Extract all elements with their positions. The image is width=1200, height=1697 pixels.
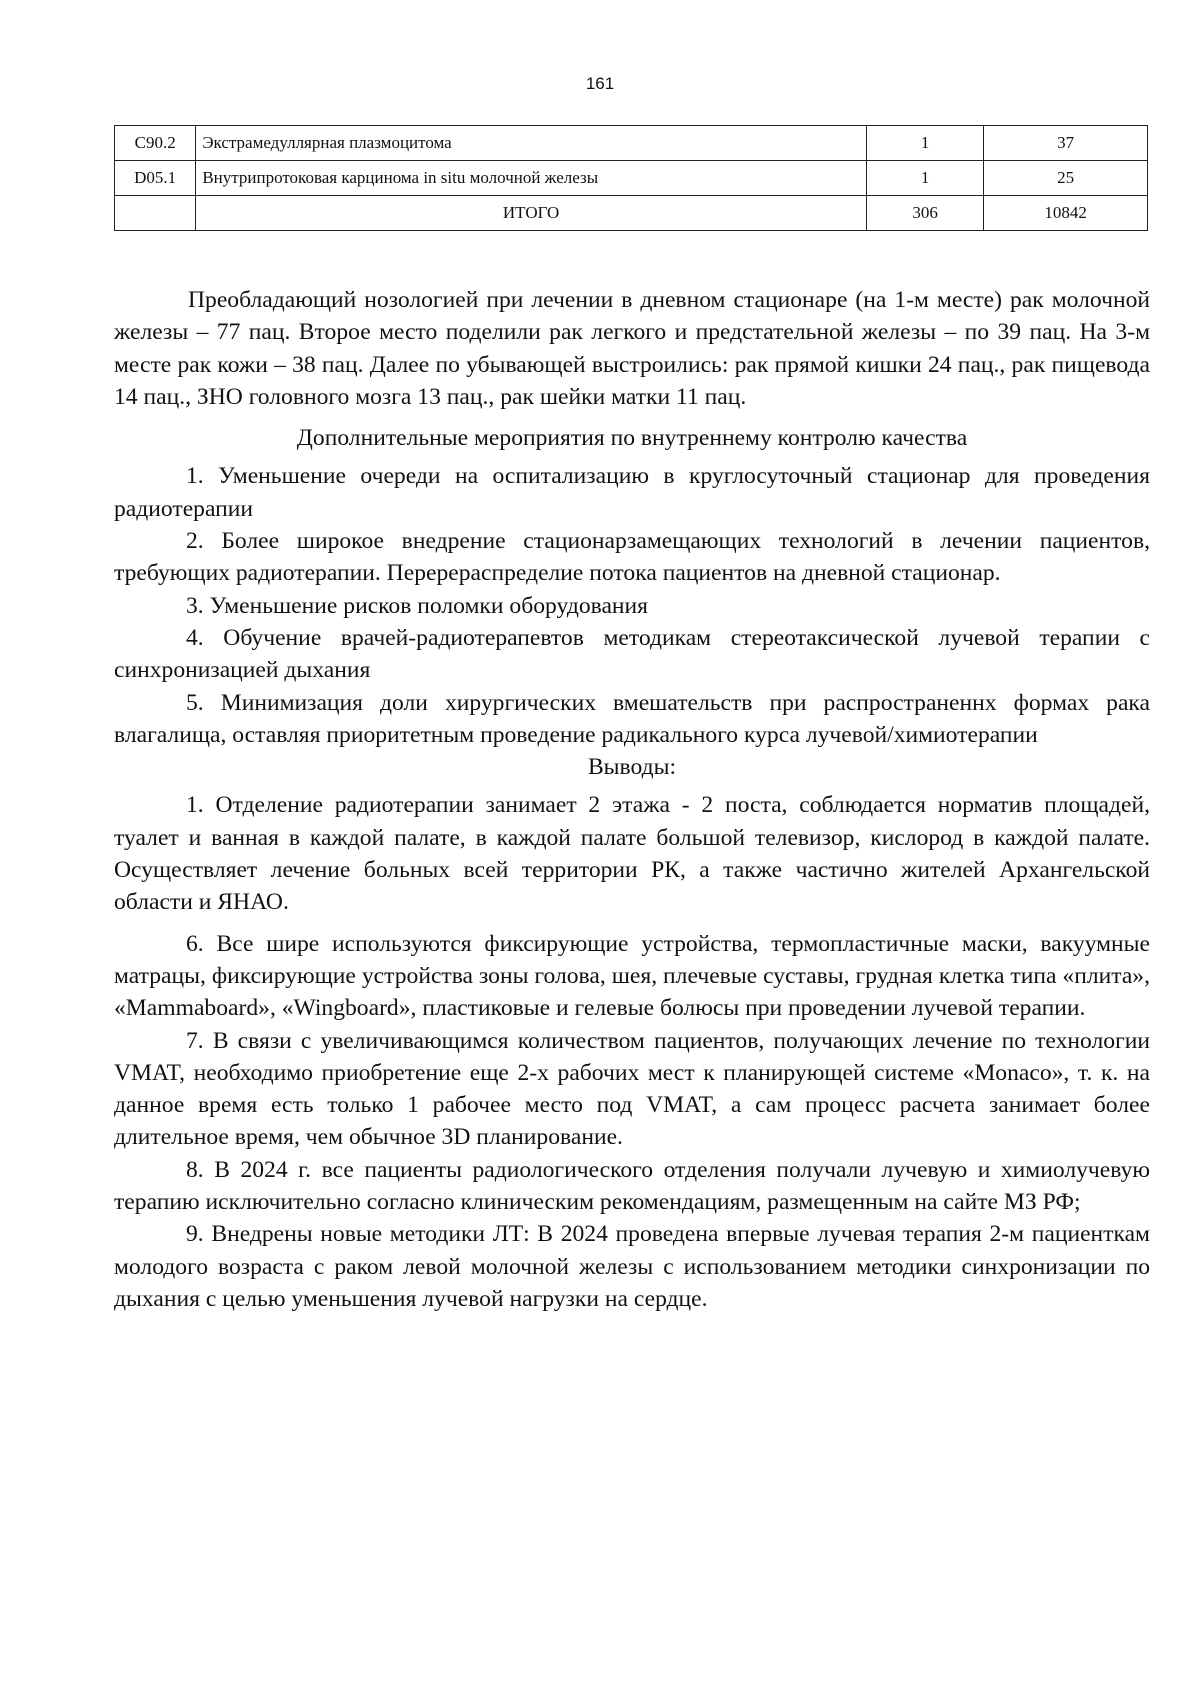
total-bed-days: 10842 (984, 196, 1148, 231)
document-body (114, 284, 1150, 1315)
conclusion-item: 1. Отделение радиотерапии занимает 2 этажа - 2 поста, соблюдается норматив площадей, туалет и ванная в каждой палате, в каждой палате большой телевизор, кислород в каждой палате. Осуществляет лечение больных всей территории РК, а также частично жителей Архангельской области и ЯНАО. (114, 792, 1150, 916)
diagnosis-name: Экстрамедуллярная плазмоцитома (196, 126, 867, 161)
conclusion-item: 8. В 2024 г. все пациенты радиологического отделения получали лучевую и химиолучевую терапию исключительно согласно клиническим рекомендациям, размещенным на сайте МЗ РФ; (114, 1156, 1150, 1216)
empty-cell (115, 196, 196, 231)
patients-count: 1 (866, 126, 983, 161)
total-patients: 306 (866, 196, 983, 231)
table-row (115, 161, 1148, 196)
patients-count: 1 (866, 161, 983, 196)
conclusion-item: 9. Внедрены новые методики ЛТ: В 2024 проведена впервые лучевая терапия 2-м пациенткам молодого возраста с раком левой молочной железы с использованием методики синхронизации по дыхания с целью уменьшения лучевой нагрузки на сердце. (114, 1221, 1150, 1312)
measure-item: 5. Минимизация доли хирургических вмешательств при распространеннх формах рака влагалища, оставляя приоритетным проведение радикального курса лучевой/химиотерапии (114, 689, 1150, 748)
diagnosis-table (114, 125, 1148, 231)
measure-item: 3. Уменьшение рисков поломки оборудования (186, 592, 649, 619)
measure-item: 2. Более широкое внедрение стационарзамещающих технологий в лечении пациентов, требующих радиотерапии. Перерераспределие потока пациентов на дневной стационар. (114, 528, 1150, 587)
measures-heading: Дополнительные мероприятия по внутреннему контролю качества (296, 425, 968, 452)
table-row (115, 126, 1148, 161)
summary-paragraph: Преобладающий нозологией при лечении в дневном стационаре (на 1-м месте) рак молочной железы – 77 пац. Второе место поделили рак легкого и предстательной железы – по 39 пац. На 3-м месте рак кожи – 38 пац. Далее по убывающей выстроились: рак прямой кишки 24 пац., рак пищевода 14 пац., ЗНО головного мозга 13 пац., рак шейки матки 11 пац. (114, 287, 1150, 410)
total-label: ИТОГО (196, 196, 867, 231)
page-number: 161 (585, 74, 615, 93)
conclusions-heading: Выводы: (587, 754, 677, 781)
diagnosis-name: Внутрипротоковая карцинома in situ молочной железы (196, 161, 867, 196)
conclusion-item: 6. Все шире используются фиксирующие устройства, термопластичные маски, вакуумные матрацы, фиксирующие устройства зоны голова, шея, плечевые суставы, грудная клетка типа «плита», «Mammaboard», «Wingboard», пластиковые и гелевые болюсы при проведении лучевой терапии. (114, 930, 1150, 1022)
table-total-row (115, 196, 1148, 231)
conclusion-item: 7. В связи с увеличивающимся количеством пациентов, получающих лечение по технологии VMAT, необходимо приобретение еще 2-х рабочих мест к планирующей системе «Monaco», т. к. на данное время есть только 1 рабочее место под VMAT, а сам процесс расчета занимает более длительное время, чем обычное 3D планирование. (114, 1027, 1150, 1151)
bed-days-count: 37 (984, 126, 1148, 161)
diagnosis-code: D05.1 (115, 161, 196, 196)
bed-days-count: 25 (984, 161, 1148, 196)
measure-item: 1. Уменьшение очереди на оспитализацию в круглосуточный стационар для проведения радиотерапии (114, 463, 1150, 522)
diagnosis-code: C90.2 (115, 126, 196, 161)
measure-item: 4. Обучение врачей-радиотерапевтов методикам стереотаксической лучевой терапии с синхронизацией дыхания (114, 624, 1150, 684)
